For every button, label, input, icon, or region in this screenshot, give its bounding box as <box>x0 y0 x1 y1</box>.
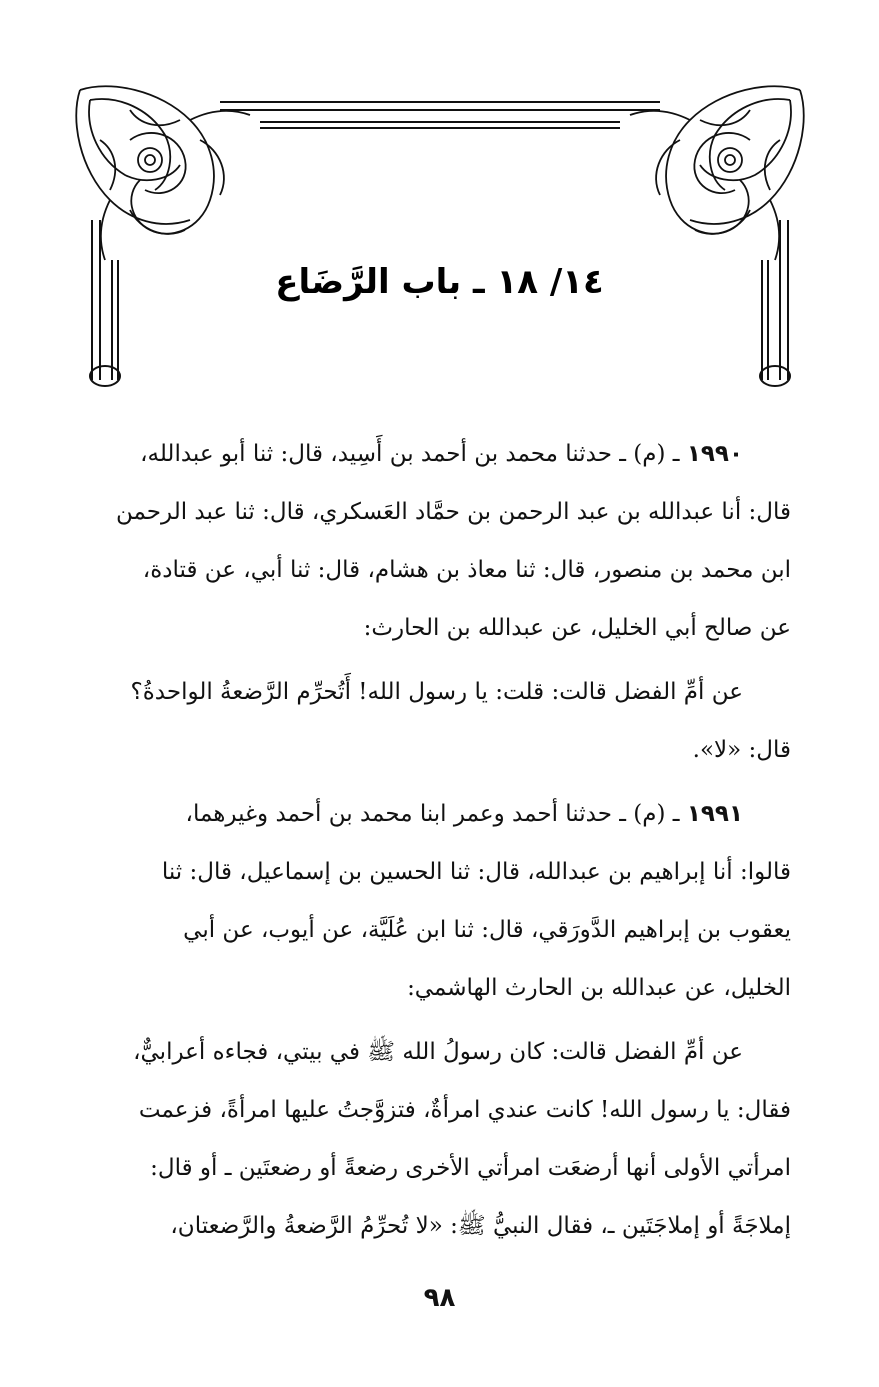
hadith-1991-line-2: قالوا: أنا إبراهيم بن عبدالله، قال: ثنا الحسين بن إسماعيل، قال: ثنا <box>161 859 791 885</box>
hadith-1991-matn-line-1: عن أمِّ الفضل قالت: كان رسولُ الله ﷺ في بيتي، فجاءه أعرابيٌّ، <box>133 1039 743 1065</box>
hadith-1990-line-2: قال: أنا عبدالله بن عبد الرحمن بن حمَّاد العَسكري، قال: ثنا عبد الرحمن <box>116 499 791 525</box>
page-number: ٩٨ <box>423 1283 456 1313</box>
hadith-1991-matn-line-2: فقال: يا رسول الله! كانت عندي امرأةٌ، فتزوَّجتُ عليها امرأةً، فزعمت <box>138 1097 791 1123</box>
hadith-number: ١٩٩٠ <box>686 441 743 467</box>
chapter-title: ١٤/ ١٨ ـ باب الرَّضَاع <box>275 262 604 302</box>
hadith-1991-line-3: يعقوب بن إبراهيم الدَّورَقي، قال: ثنا ابن عُلَيَّة، عن أيوب، عن أبي <box>183 917 791 943</box>
hadith-1991-line-4: الخليل، عن عبدالله بن الحارث الهاشمي: <box>407 975 791 1001</box>
hadith-1990-matn-line-2: قال: «لا». <box>692 737 791 763</box>
ornamental-header-frame <box>70 80 810 400</box>
body-text <box>82 425 791 1255</box>
hadith-1990-line-4: عن صالح أبي الخليل، عن عبدالله بن الحارث: <box>363 615 791 641</box>
hadith-1991-line-1: ١٩٩١ ـ (م) ـ حدثنا أحمد وعمر ابنا محمد بن أحمد وغيرهما، <box>185 801 743 827</box>
right-corner-ornament <box>630 86 804 260</box>
hadith-1990-matn-line-1: عن أمِّ الفضل قالت: قلت: يا رسول الله! أَتُحرِّم الرَّضعةُ الواحدةُ؟ <box>130 679 743 705</box>
left-corner-ornament <box>76 86 250 260</box>
hadith-number: ١٩٩١ <box>686 801 743 827</box>
hadith-1991-matn-line-4: إملاجَةً أو إملاجَتَين ـ، فقال النبيُّ ﷺ: «لا تُحرِّمُ الرَّضعةُ والرَّضعتان، <box>170 1213 791 1239</box>
hadith-1990-line-3: ابن محمد بن منصور، قال: ثنا معاذ بن هشام، قال: ثنا أبي، عن قتادة، <box>142 557 791 583</box>
hadith-1991-matn-line-3: امرأتي الأولى أنها أرضعَت امرأتي الأخرى رضعةً أو رضعتَين ـ أو قال: <box>150 1155 791 1181</box>
hadith-1990-line-1: ١٩٩٠ ـ (م) ـ حدثنا محمد بن أحمد بن أَسِيد، قال: ثنا أبو عبدالله، <box>140 441 743 467</box>
